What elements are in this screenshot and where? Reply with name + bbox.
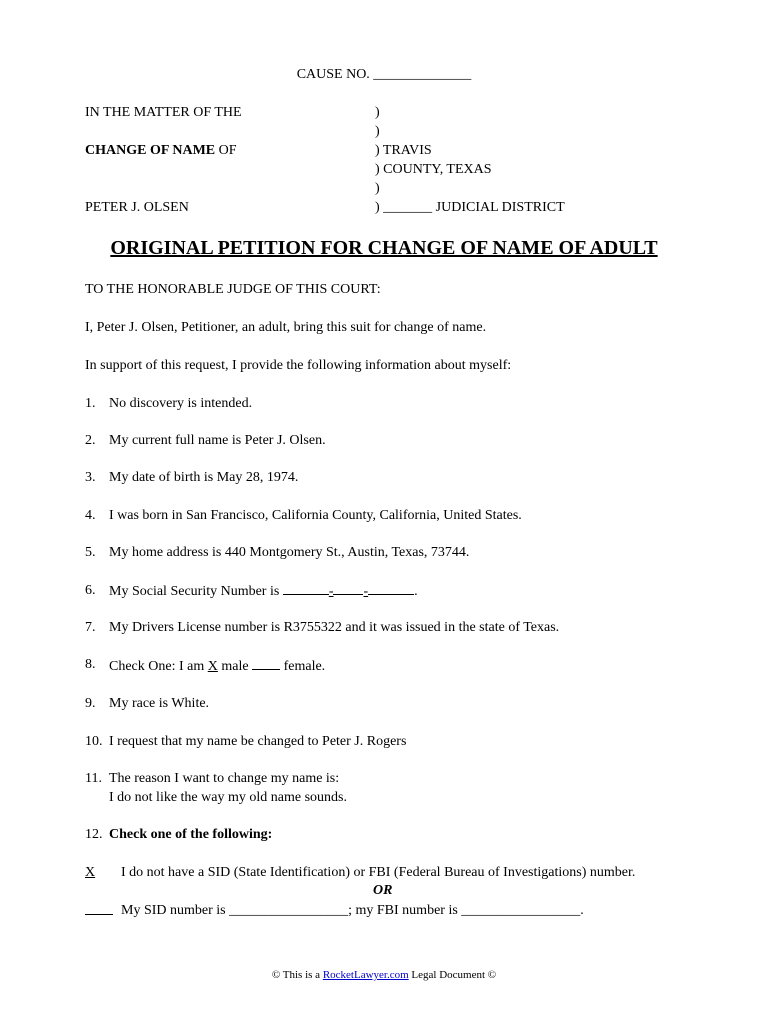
caption-right-line-1: ) [375, 105, 380, 120]
caption-change-of-name-bold: CHANGE OF NAME [85, 143, 216, 158]
item-check-one-heading: Check one of the following: [109, 827, 273, 842]
ssn-label: My Social Security Number is [109, 584, 283, 599]
ssn-dash-1: - [328, 584, 334, 599]
document-title: ORIGINAL PETITION FOR CHANGE OF NAME OF ADULT [110, 237, 658, 259]
caption-judicial-district: ) _______ JUDICIAL DISTRICT [375, 200, 565, 215]
caption-county: ) TRAVIS [375, 143, 432, 158]
item-drivers-license: My Drivers License number is R3755322 and it was issued in the state of Texas. [109, 620, 560, 635]
option-no-sid-checkmark[interactable]: X [85, 865, 96, 880]
option-sid-text: My SID number is _________________; my FBI number is _________________. [121, 903, 584, 918]
item-number: 7. [85, 620, 96, 635]
intro-support: In support of this request, I provide the following information about myself: [85, 358, 512, 373]
ssn-dash-2: - [363, 584, 369, 599]
item-number: 12. [85, 827, 103, 842]
option-sid-blank[interactable] [85, 902, 113, 915]
item-number: 4. [85, 508, 96, 523]
item-birthplace: I was born in San Francisco, California County, California, United States. [109, 508, 522, 523]
item-number: 6. [85, 583, 96, 598]
item-gender [109, 657, 325, 676]
caption-state: ) COUNTY, TEXAS [375, 162, 492, 177]
item-discovery: No discovery is intended. [109, 396, 253, 411]
footer [0, 968, 768, 982]
ssn-period: . [414, 584, 418, 599]
item-number: 9. [85, 696, 96, 711]
footer-suffix: Legal Document © [408, 969, 497, 981]
option-or: OR [373, 883, 393, 898]
item-number: 8. [85, 657, 96, 672]
footer-prefix: © This is a [271, 969, 323, 981]
item-number: 1. [85, 396, 96, 411]
caption-petitioner-name: PETER J. OLSEN [85, 200, 189, 215]
cause-number: CAUSE NO. ______________ [296, 67, 472, 82]
item-number: 3. [85, 470, 96, 485]
item-race: My race is White. [109, 696, 210, 711]
item-ssn [109, 582, 418, 601]
item-current-name: My current full name is Peter J. Olsen. [109, 433, 326, 448]
item-number: 11. [85, 771, 102, 786]
intro-statement: I, Peter J. Olsen, Petitioner, an adult, bring this suit for change of name. [85, 320, 487, 335]
ssn-blank-1[interactable] [283, 582, 329, 595]
option-no-sid-text: I do not have a SID (State Identification) or FBI (Federal Bureau of Investigations) number. [121, 865, 636, 880]
gender-male-checkmark[interactable]: X [207, 659, 218, 674]
item-number: 2. [85, 433, 96, 448]
gender-male-label: male [217, 659, 253, 674]
ssn-blank-2[interactable] [333, 582, 363, 595]
caption-change-of-name [85, 142, 237, 160]
ssn-blank-3[interactable] [368, 582, 414, 595]
item-date-of-birth: My date of birth is May 28, 1974. [109, 470, 299, 485]
item-home-address: My home address is 440 Montgomery St., Austin, Texas, 73744. [109, 545, 470, 560]
item-requested-name: I request that my name be changed to Peter J. Rogers [109, 734, 407, 749]
gender-female-blank[interactable] [252, 657, 280, 670]
item-reason-label: The reason I want to change my name is: [109, 771, 340, 786]
caption-right-line-5: ) [375, 181, 380, 196]
caption-of: OF [215, 143, 237, 158]
salutation: TO THE HONORABLE JUDGE OF THIS COURT: [85, 282, 381, 297]
caption-matter: IN THE MATTER OF THE [85, 105, 242, 120]
caption-right-line-2: ) [375, 124, 380, 139]
option-sid-row [85, 902, 113, 921]
item-reason-text: I do not like the way my old name sounds. [109, 790, 347, 805]
item-number: 10. [85, 734, 103, 749]
footer-link[interactable]: RocketLawyer.com [322, 969, 409, 981]
gender-female-label: female. [280, 659, 326, 674]
gender-label: Check One: I am [109, 659, 208, 674]
item-number: 5. [85, 545, 96, 560]
